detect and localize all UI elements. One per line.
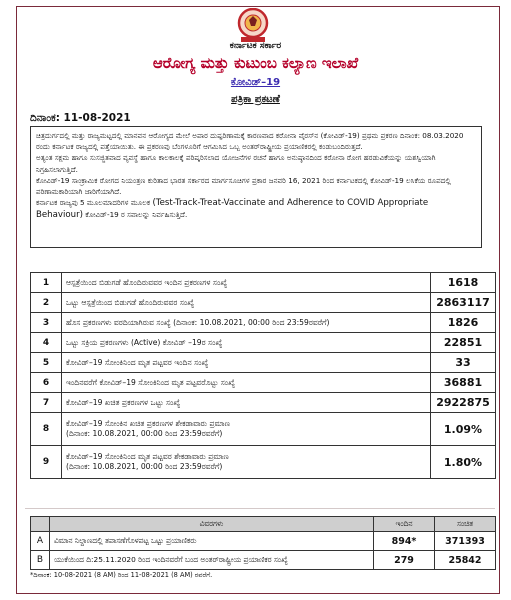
- subject-title: ಕೋವಿಡ್–19: [230, 77, 281, 88]
- row-label: ಕೋವಿಡ್–19 ಸೋಂಕಿನಿಂದ ಮೃತ ಪಟ್ಟವರ ಶೇಕಡಾವಾರು ಪ್ರಮಾಣ: [66, 452, 229, 461]
- row-label-cell: [62, 413, 431, 446]
- table-header-row: [31, 517, 496, 532]
- row-label: ಇಂದಿನವರೆಗೆ ಕೋವಿಡ್–19 ಸೋಂಕಿನಿಂದ ಮೃತ ಪಟ್ಟವರೊಟ್ಟು ಸಂಖ್ಯೆ: [62, 373, 431, 393]
- intro-p4-english: (Test-Track-Treat-Vaccinate and Adherence to COVID Appropriate Behaviour): [36, 198, 429, 221]
- row-label: ಆಸ್ಪತ್ರೆಯಿಂದ ಬಿಡುಗಡೆ ಹೊಂದಿರುವವರ ಇಂದಿನ ಪ್ರಕರಣಗಳ ಸಂಖ್ಯೆ: [62, 273, 431, 293]
- row-value: 1826: [431, 313, 496, 333]
- row-label-cell: [62, 446, 431, 479]
- row-total: 371393: [435, 532, 496, 551]
- row-label: ಒಟ್ಟು ಸಕ್ರಿಯ ಪ್ರಕರಣಗಳು (Active) ಕೋವಿಡ್ –19ರ ಸಂಖ್ಯೆ: [62, 333, 431, 353]
- table-row: [31, 353, 496, 373]
- today-header: ಇಂದಿನ: [374, 517, 435, 532]
- row-value: 22851: [431, 333, 496, 353]
- table-row: [31, 393, 496, 413]
- table-row: [31, 413, 496, 446]
- row-label: ವಿಮಾನ ನಿಲ್ದಾಣದಲ್ಲಿ ತಪಾಸಣೆಗೊಳಪಟ್ಟ ಒಟ್ಟು ಪ್ರಯಾಣಿಕರು: [50, 532, 374, 551]
- table-row: [31, 551, 496, 570]
- intro-paragraph-1: ಚಿತ್ರದುರ್ಗದಲ್ಲಿ ಮತ್ತು ರಾಜ್ಯಮಟ್ಟದಲ್ಲಿ ಮಾನವನ ಆರೋಗ್ಯದ ಮೇಲೆ ಅಪಾರ ದುಷ್ಪರಿಣಾಮಕ್ಕೆ ಕಾರಣವಾದ ಕರೋನಾ ವೈರಸ್‌ನ (ಕೋವಿಡ್-19) ಪ್ರಥಮ ಪ್ರಕರಣ ದಿನಾಂಕ: 08.03.2020 ರಂದು ಕರ್ನಾಟಕ ರಾಜ್ಯದಲ್ಲಿ ಪತ್ತೆಯಾಯಿತು. ಈ ಪ್ರಕರಣವು ಬೆಂಗಳೂರಿಗೆ ಆಗಮಿಸಿದ ಒಬ್ಬ ಅಂತರ್‌ರಾಷ್ಟ್ರೀಯ ಪ್ರಯಾಣಿಕರಲ್ಲಿ ಕಂಡುಬಂದಿರುತ್ತದೆ.: [36, 131, 464, 152]
- footnote: *ದಿನಾಂಕ: 10-08-2021 (8 AM) ರಿಂದ 11-08-2021 (8 AM) ರವರೆಗೆ.: [30, 571, 213, 579]
- row-sublabel: (ದಿನಾಂಕ: 10.08.2021, 00:00 ರಿಂದ 23:59ರವರೆಗೆ): [66, 462, 223, 471]
- row-value: 1.09%: [431, 413, 496, 446]
- table-row: [31, 293, 496, 313]
- row-value: 2863117: [431, 293, 496, 313]
- karnataka-emblem-icon: [232, 8, 274, 44]
- section-divider: [25, 508, 495, 509]
- row-label: ಒಟ್ಟು ಆಸ್ಪತ್ರೆಯಿಂದ ಬಿಡುಗಡೆ ಹೊಂದಿರುವವರ ಸಂಖ್ಯೆ: [62, 293, 431, 313]
- travellers-table: [30, 516, 496, 570]
- row-label: ಯುಕೆಯಿಂದ ದಿ:25.11.2020 ರಿಂದ ಇಂದಿನವರೆಗೆ ಬಂದ ಅಂತರ್‌ರಾಷ್ಟ್ರೀಯ ಪ್ರಯಾಣಿಕರ ಸಂಖ್ಯೆ: [50, 551, 374, 570]
- row-value: 2922875: [431, 393, 496, 413]
- details-header: ವಿವರಗಳು: [50, 517, 374, 532]
- press-release-heading: ಪತ್ರಿಕಾ ಪ್ರಕಟಣೆ: [231, 94, 280, 105]
- intro-p4-suffix: ಕೋವಿಡ್-19 ರ ಸವಾಲನ್ನು ನಿರ್ವಹಿಸುತ್ತಿದೆ.: [82, 210, 188, 220]
- total-header: ಸಂಚಿತ: [435, 517, 496, 532]
- row-number: 9: [31, 446, 62, 479]
- row-today: 894*: [374, 532, 435, 551]
- row-value: 36881: [431, 373, 496, 393]
- intro-paragraph-3: ಕೋವಿಡ್-19 ಸಾಂಕ್ರಾಮಿಕ ರೋಗದ ನಿಯಂತ್ರಣ ಕುರಿತಾದ ಭಾರತ ಸರ್ಕಾರದ ಮಾರ್ಗಸೂಚಿಗಳ ಪ್ರಕಾರ ಜನವರಿ 16, 2021 ರಿಂದ ಕರ್ನಾಟಕದಲ್ಲಿ ಕೋವಿಡ್-19 ಲಸಿಕೆಯ ರೂಪದಲ್ಲಿ ಪರಿಣಾಮಕಾರಿಯಾಗಿ ಜಾರಿಗೆಯಾಗಿದೆ.: [36, 175, 451, 197]
- row-label: ಕೋವಿಡ್–19 ಖಚಿತ ಪ್ರಕರಣಗಳ ಒಟ್ಟು ಸಂಖ್ಯೆ: [62, 393, 431, 413]
- row-number: 8: [31, 413, 62, 446]
- blank-header: [31, 517, 50, 532]
- intro-paragraph-4: [36, 197, 476, 221]
- row-letter: B: [31, 551, 50, 570]
- row-today: 279: [374, 551, 435, 570]
- row-label: ಕೋವಿಡ್–19 ಸೋಂಕಿನಿಂದ ಮೃತ ಪಟ್ಟವರ ಇಂದಿನ ಸಂಖ್ಯೆ: [62, 353, 431, 373]
- table-row: [31, 373, 496, 393]
- row-sublabel: (ದಿನಾಂಕ: 10.08.2021, 00:00 ರಿಂದ 23:59ರವರೆಗೆ): [66, 429, 223, 438]
- row-number: 4: [31, 333, 62, 353]
- table-row: [31, 333, 496, 353]
- row-number: 1: [31, 273, 62, 293]
- intro-p4-prefix: ಕರ್ನಾಟಕ ರಾಜ್ಯವು 5 ಮೂಲಮಾದರಿಗಳ ಮೂಲಕ: [36, 198, 153, 208]
- row-number: 7: [31, 393, 62, 413]
- row-letter: A: [31, 532, 50, 551]
- row-value: 33: [431, 353, 496, 373]
- row-value: 1.80%: [431, 446, 496, 479]
- intro-paragraph-2: ಅತ್ಯಂತ ಸಕ್ಷಮ ಹಾಗೂ ಸುಸಜ್ಜಿತವಾದ ವ್ಯವಸ್ಥೆ ಹಾಗೂ ಕಾಲಕಾಲಕ್ಕೆ ಪರಿಷ್ಕರಿಸಲಾದ ಯೋಜನೆಗಳ ರಚನೆ ಹಾಗೂ ಅನುಷ್ಠಾನದಿಂದ ಕರೋನಾ ರೋಗ ಹರಡುವಿಕೆಯನ್ನು ಯಶಸ್ವಿಯಾಗಿ ನಿಗ್ರಹಿಸಲಾಗುತ್ತಿದೆ.: [36, 153, 436, 174]
- department-title: ಆರೋಗ್ಯ ಮತ್ತು ಕುಟುಂಬ ಕಲ್ಯಾಣ ಇಲಾಖೆ: [152, 54, 359, 72]
- row-number: 5: [31, 353, 62, 373]
- table-row: [31, 532, 496, 551]
- row-label: ಹೊಸ ಪ್ರಕರಣಗಳು ವರದಿಯಾಗಿರುವ ಸಂಖ್ಯೆ (ದಿನಾಂಕ: 10.08.2021, 00:00 ರಿಂದ 23:59ರವರೆಗೆ): [62, 313, 431, 333]
- row-number: 3: [31, 313, 62, 333]
- row-number: 2: [31, 293, 62, 313]
- table-row: [31, 446, 496, 479]
- release-date: ದಿನಾಂಕ: 11-08-2021: [30, 112, 131, 124]
- row-value: 1618: [431, 273, 496, 293]
- table-row: [31, 273, 496, 293]
- government-name: ಕರ್ನಾಟಕ ಸರ್ಕಾರ: [229, 41, 282, 51]
- covid-stats-table: [30, 272, 496, 479]
- intro-box: [30, 126, 482, 248]
- table-row: [31, 313, 496, 333]
- row-label: ಕೋವಿಡ್–19 ಸೋಂಕಿನ ಖಚಿತ ಪ್ರಕರಣಗಳ ಶೇಕಡಾವಾರು ಪ್ರಮಾಣ: [66, 419, 230, 428]
- row-total: 25842: [435, 551, 496, 570]
- row-number: 6: [31, 373, 62, 393]
